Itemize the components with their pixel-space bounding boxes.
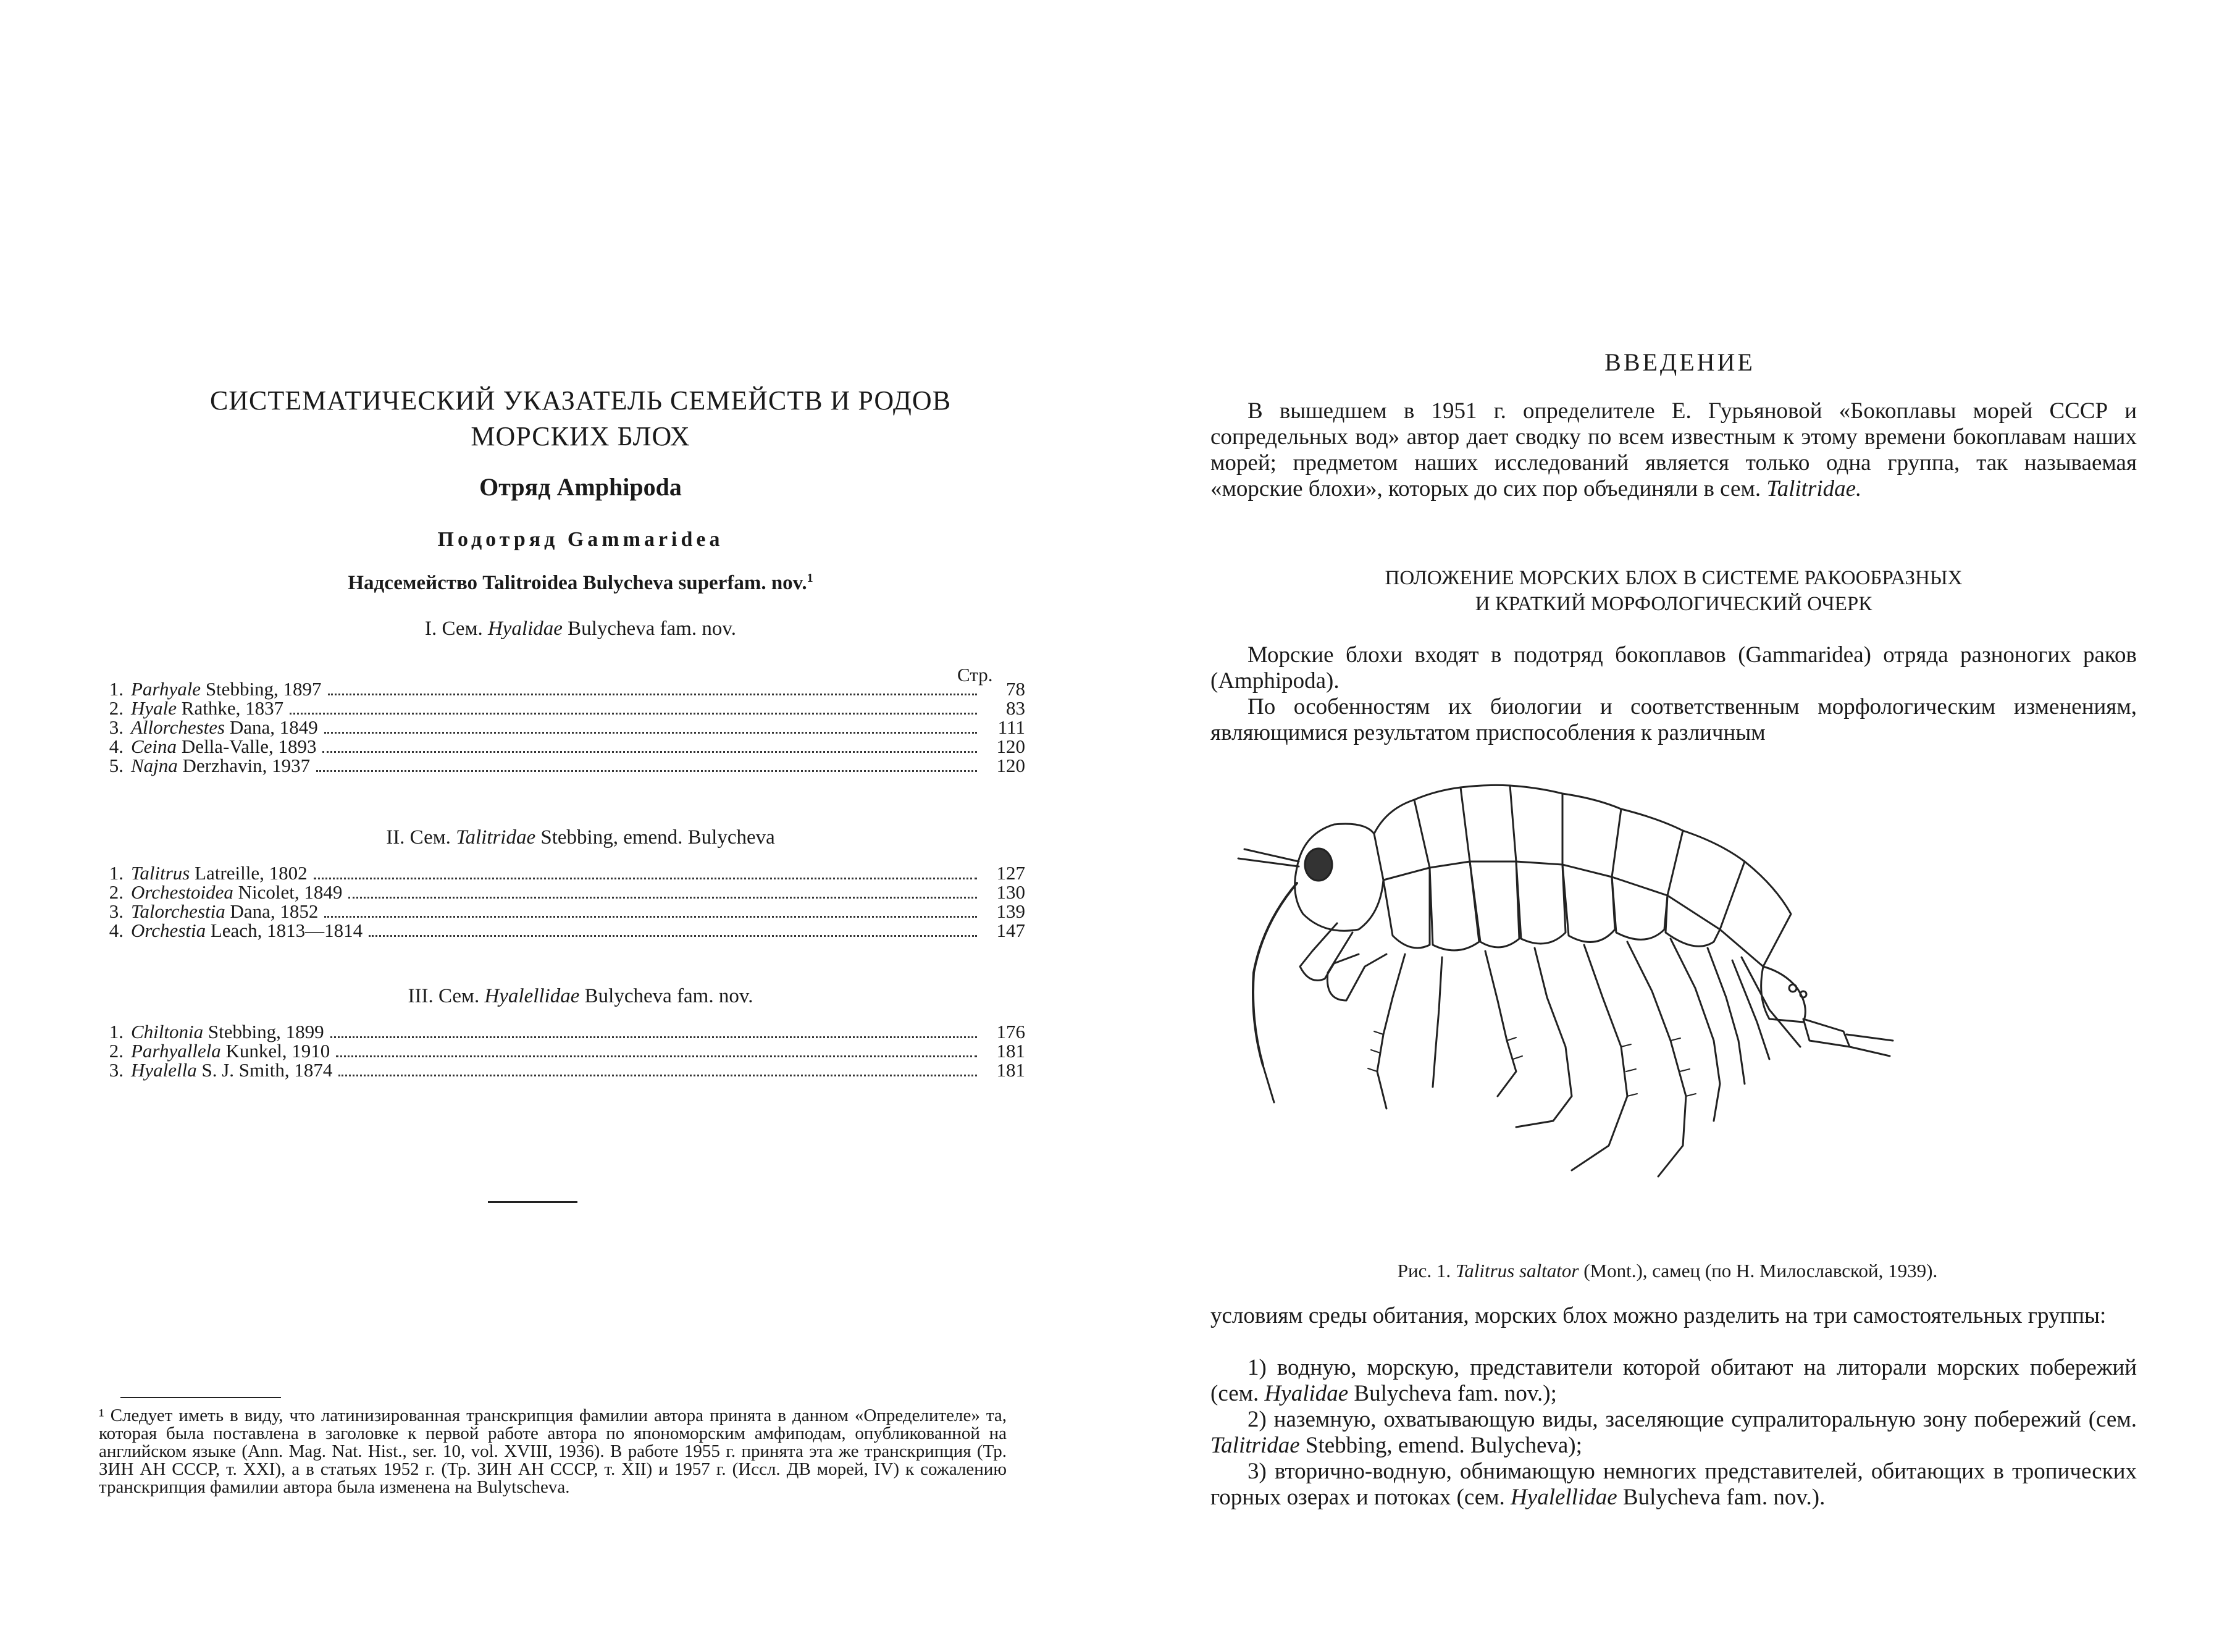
- list-item: 3) вторично-водную, обнимающую немногих представителей, обитающих в тропических горных озерах и потоках (сем. Hyalellidae Bulycheva fam. nov.).: [1210, 1459, 2137, 1510]
- body-paragraph: условиям среды обитания, морских блох можно разделить на три самостоятельных группы:: [1210, 1303, 2107, 1328]
- list-item: 1) водную, морскую, представители которой обитают на литорали морских побережий (сем. Hyalidae Bulycheva fam. nov.);: [1210, 1355, 2137, 1406]
- genus-list: [99, 863, 1025, 940]
- list-item: 4. Orchestia Leach, 1813—1814 147: [109, 920, 1025, 941]
- family-name: Talitridae: [1210, 1433, 1300, 1458]
- list-item: 1. Talitrus Latreille, 1802 127: [109, 862, 1025, 884]
- section-heading-line-2: И КРАТКИЙ МОРФОЛОГИЧЕСКИЙ ОЧЕРК: [1475, 593, 1872, 615]
- list-item: 2. Parhyallela Kunkel, 1910 181: [109, 1040, 1025, 1062]
- family-suffix: Bulycheva fam. nov.: [584, 985, 753, 1007]
- family-prefix: I. Сем.: [425, 618, 483, 640]
- dot-leader: [328, 694, 977, 695]
- dot-leader: [290, 713, 977, 715]
- family-suffix: Stebbing, emend. Bulycheva: [540, 826, 775, 849]
- family-name: Talitridae.: [1766, 476, 1862, 501]
- dot-leader: [330, 1036, 977, 1038]
- family-name: Hyalidae: [487, 618, 563, 640]
- family-suffix: Bulycheva fam. nov.: [568, 618, 736, 640]
- dot-leader: [338, 1075, 977, 1076]
- footnote-marker: 1: [807, 571, 813, 585]
- genus-list: [99, 1022, 1025, 1080]
- family-name: Hyalellidae: [1511, 1485, 1617, 1510]
- family-name: Hyalellidae: [484, 985, 580, 1007]
- dot-leader: [324, 916, 977, 918]
- index-title-line-1: СИСТЕМАТИЧЕСКИЙ УКАЗАТЕЛЬ СЕМЕЙСТВ И РОДОВ: [209, 385, 952, 416]
- dot-leader: [316, 770, 977, 772]
- family-name: Talitridae: [456, 826, 536, 849]
- section-separator: [488, 1201, 577, 1203]
- index-title: [148, 383, 1013, 455]
- superfamily-text: Надсемейство Talitroidea Bulycheva superfam. nov.: [348, 572, 807, 594]
- footnote-rule: [120, 1397, 281, 1398]
- family-heading: [148, 618, 1013, 640]
- amphipod-illustration: [1226, 775, 2041, 1257]
- family-prefix: II. Сем.: [386, 826, 451, 849]
- dot-leader: [324, 732, 977, 734]
- index-title-line-2: МОРСКИХ БЛОХ: [471, 421, 690, 451]
- list-item: 5. Najna Derzhavin, 1937 120: [109, 755, 1025, 776]
- body-paragraph: По особенностям их биологии и соответственным морфологическим изменениям, являющимися результатом приспособления к различным: [1210, 694, 2137, 745]
- footnote: ¹ Следует иметь в виду, что латинизированная транскрипция фамилии автора принята в данном «Определителе» та, которая была поставлена в заголовке к первой работе автора по япономорским амфиподам, опубликованной на английском языке (Ann. Mag. Nat. Hist., ser. 10, vol. XVIII, 1936). В работе 1955 г. принята эта же транскрипция (Тр. ЗИН АН СССР, т. XXI), а в статьях 1952 г. (Тр. ЗИН АН СССР, т. XII) и 1957 г. (Иссл. ДВ морей, IV) к сожалению транскрипция фамилии автора была изменена на Bulytscheva.: [99, 1406, 1007, 1497]
- list-item: 2. Orchestoidea Nicolet, 1849 130: [109, 881, 1025, 903]
- suborder-heading: Подотряд Gammaridea: [437, 528, 724, 551]
- page-column-label: Стр.: [957, 664, 993, 686]
- dot-leader: [314, 878, 977, 879]
- list-item: 2. Hyale Rathke, 1837 83: [109, 697, 1025, 719]
- genus-list: [99, 679, 1025, 775]
- figure-caption: [1210, 1260, 2124, 1282]
- dot-leader: [322, 751, 977, 753]
- figure-label: Рис. 1.: [1397, 1260, 1451, 1281]
- dot-leader: [336, 1055, 977, 1057]
- species-name: Talitrus saltator: [1455, 1260, 1579, 1281]
- list-item: 3. Hyalella S. J. Smith, 1874 181: [109, 1059, 1025, 1081]
- section-heading: [1210, 565, 2137, 617]
- dot-leader: [348, 897, 977, 899]
- family-heading: [148, 985, 1013, 1008]
- body-paragraph: Морские блохи входят в подотряд бокоплавов (Gammaridea) отряда разноногих раков (Amphipoda).: [1210, 642, 2137, 694]
- order-heading: Отряд Amphipoda: [479, 473, 682, 501]
- family-name: Hyalidae: [1264, 1381, 1349, 1406]
- dot-leader: [369, 935, 977, 937]
- list-item: 3. Allorchestes Dana, 1849 111: [109, 716, 1025, 738]
- family-prefix: III. Сем.: [408, 985, 480, 1007]
- figure-caption-text: (Mont.), самец (по Н. Милославской, 1939).: [1583, 1260, 1938, 1281]
- list-item: 4. Ceina Della-Valle, 1893 120: [109, 736, 1025, 757]
- section-heading-line-1: ПОЛОЖЕНИЕ МОРСКИХ БЛОХ В СИСТЕМЕ РАКООБРАЗНЫХ: [1385, 567, 1963, 589]
- superfamily-heading: [148, 571, 1013, 595]
- introduction-heading: ВВЕДЕНИЕ: [1604, 348, 1755, 376]
- list-item: 3. Talorchestia Dana, 1852 139: [109, 900, 1025, 922]
- family-heading: [148, 826, 1013, 849]
- list-item: 1. Chiltonia Stebbing, 1899 176: [109, 1021, 1025, 1042]
- list-item: 2) наземную, охватывающую виды, заселяющие супралиторальную зону побережий (сем. Talitridae Stebbing, emend. Bulycheva);: [1210, 1407, 2137, 1458]
- introduction-paragraph: В вышедшем в 1951 г. определителе Е. Гурьяновой «Бокоплавы морей СССР и сопредельных вод» автор дает сводку по всем известным к этому времени бокоплавам наших морей; предметом наших исследований является только одна группа, так называемая «морские блохи», которых до сих пор объединяли в сем. Talitridae.: [1210, 398, 2137, 501]
- list-item: 1. Parhyale Stebbing, 1897 78: [109, 678, 1025, 700]
